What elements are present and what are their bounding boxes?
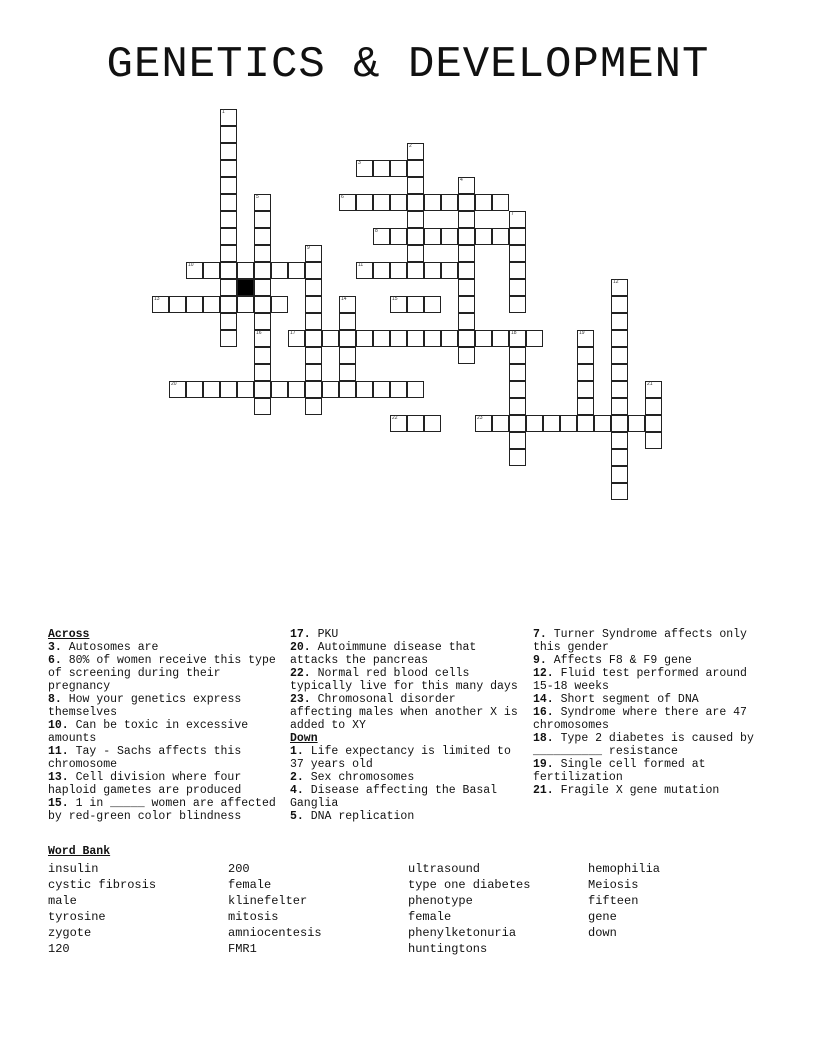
grid-cell[interactable] [611,415,628,432]
grid-cell[interactable] [169,296,186,313]
clue-text: Autoimmune disease that attacks the pancreas [290,641,477,667]
grid-cell[interactable] [526,330,543,347]
clues-column-3 [533,628,763,797]
grid-cell[interactable] [186,262,203,279]
down-clue [290,810,520,823]
word-bank-item: cystic fibrosis [48,878,157,892]
grid-cell[interactable] [577,381,594,398]
clue-text: Fluid test performed around 15-18 weeks [533,667,747,693]
grid-cell[interactable] [492,415,509,432]
grid-cell[interactable] [509,364,526,381]
word-bank-item: hemophilia [588,862,661,876]
across-clue [290,693,520,732]
grid-cell[interactable] [186,381,203,398]
clue-text: Tay - Sachs affects this chromosome [48,745,242,771]
grid-cell[interactable] [220,330,237,347]
grid-cell[interactable] [254,330,271,347]
down-clue [533,654,763,667]
word-bank-item: amniocentesis [228,926,322,940]
grid-cell[interactable] [220,160,237,177]
grid-cell[interactable] [254,279,271,296]
grid-cell[interactable] [356,330,373,347]
grid-cell[interactable] [254,211,271,228]
clue-text: 1 in _____ women are affected by red-green color blindness [48,797,276,823]
clue-number: 22 [392,415,398,421]
clue-number: 17 [290,330,296,336]
grid-cell[interactable] [254,313,271,330]
grid-cell[interactable] [509,398,526,415]
down-clue [533,784,763,797]
down-clue [290,745,520,771]
grid-cell[interactable] [271,262,288,279]
word-bank-item: mitosis [228,910,279,924]
grid-cell[interactable] [220,296,237,313]
word-bank-title: Word Bank [48,845,111,858]
grid-cell[interactable] [152,296,169,313]
grid-cell[interactable] [424,415,441,432]
grid-cell[interactable] [407,228,424,245]
word-bank-item: Meiosis [588,878,639,892]
clue-number: 6 [341,194,344,200]
clue-number: 11 [358,262,364,268]
grid-cell[interactable] [509,415,526,432]
grid-cell[interactable] [390,228,407,245]
clue-text: Life expectancy is limited to 37 years old [290,745,511,771]
grid-cell[interactable] [305,364,322,381]
grid-cell[interactable] [373,194,390,211]
across-clue [48,745,278,771]
grid-cell[interactable] [305,313,322,330]
clue-number: 13 [154,296,160,302]
clue-number-label: 17. [290,628,318,641]
grid-cell[interactable] [407,177,424,194]
word-bank-item: female [408,910,452,924]
grid-cell[interactable] [339,313,356,330]
grid-cell[interactable] [645,398,662,415]
grid-cell[interactable] [458,194,475,211]
grid-cell[interactable] [305,262,322,279]
clue-number: 23 [477,415,483,421]
down-clue-list-continued [533,628,763,797]
clue-number-label: 15. [48,797,76,810]
grid-cell[interactable] [339,364,356,381]
clue-number: 2 [409,143,412,149]
clue-number-label: 6. [48,654,69,667]
grid-cell[interactable] [407,245,424,262]
grid-cell[interactable] [220,381,237,398]
page-title: GENETICS & DEVELOPMENT [106,40,710,90]
grid-cell[interactable] [577,398,594,415]
word-bank-item: huntingtons [408,942,488,956]
clue-number: 4 [460,177,463,183]
grid-cell[interactable] [254,228,271,245]
grid-cell[interactable] [339,296,356,313]
grid-cell[interactable] [288,381,305,398]
grid-cell[interactable] [254,381,271,398]
grid-cell[interactable] [458,245,475,262]
clue-text: Single cell formed at fertilization [533,758,706,784]
grid-cell[interactable] [356,160,373,177]
grid-cell[interactable] [577,364,594,381]
grid-cell[interactable] [390,381,407,398]
word-bank-item: klinefelter [228,894,308,908]
across-clue [48,719,278,745]
grid-cell[interactable] [577,347,594,364]
down-header: Down [290,732,318,745]
grid-cell[interactable] [458,347,475,364]
grid-cell[interactable] [288,330,305,347]
grid-cell[interactable] [509,245,526,262]
grid-cell[interactable] [271,296,288,313]
across-clue [48,693,278,719]
clue-text: Affects F8 & F9 gene [553,654,692,667]
grid-cell[interactable] [458,228,475,245]
clue-number-label: 13. [48,771,76,784]
grid-cell[interactable] [254,262,271,279]
clue-text: Normal red blood cells typically live for this many days [290,667,518,693]
clue-number-label: 20. [290,641,318,654]
grid-cell[interactable] [220,109,237,126]
down-clue [290,784,520,810]
grid-cell[interactable] [407,160,424,177]
clue-number: 12 [613,279,619,285]
grid-cell[interactable] [611,364,628,381]
grid-cell[interactable] [339,330,356,347]
down-clue [533,758,763,784]
grid-cell[interactable] [509,211,526,228]
word-bank-item: down [588,926,617,940]
clue-text: DNA replication [310,810,415,823]
grid-cell[interactable] [254,398,271,415]
grid-cell[interactable] [509,279,526,296]
crossword-grid [0,0,816,520]
clue-number: 21 [647,381,653,387]
grid-cell[interactable] [628,415,645,432]
clue-text: Cell division where four haploid gametes are produced [48,771,242,797]
word-bank-item: female [228,878,272,892]
grid-cell[interactable] [611,347,628,364]
clue-text: Disease affecting the Basal Ganglia [290,784,498,810]
grid-cell[interactable] [509,432,526,449]
clue-text: Fragile X gene mutation [560,784,720,797]
clue-number: 3 [358,160,361,166]
grid-cell[interactable] [220,143,237,160]
grid-cell[interactable] [203,381,220,398]
grid-cell[interactable] [390,330,407,347]
clue-number-label: 7. [533,628,554,641]
grid-cell[interactable] [220,245,237,262]
down-clue [290,771,520,784]
grid-cell[interactable] [305,296,322,313]
clue-number: 10 [188,262,194,268]
clue-number: 9 [307,245,310,251]
clue-text: Turner Syndrome affects only this gender [533,628,747,654]
grid-cell[interactable] [169,381,186,398]
grid-cell[interactable] [441,262,458,279]
down-clue [533,706,763,732]
grid-cell[interactable] [407,262,424,279]
clue-text: Short segment of DNA [560,693,699,706]
down-clue [533,628,763,654]
down-clue-list [290,745,520,823]
grid-cell[interactable] [475,415,492,432]
grid-cell[interactable] [220,211,237,228]
clue-number-label: 2. [290,771,311,784]
clue-number: 16 [256,330,262,336]
word-bank-item: type one diabetes [408,878,531,892]
grid-cell[interactable] [441,330,458,347]
grid-cell[interactable] [611,313,628,330]
grid-cell[interactable] [424,296,441,313]
clue-text: Type 2 diabetes is caused by __________ resistance [533,732,754,758]
clue-text: Chromosonal disorder affecting males when another X is added to XY [290,693,518,732]
word-bank-item: 120 [48,942,70,956]
clue-number: 14 [341,296,347,302]
grid-cell[interactable] [441,194,458,211]
grid-cell[interactable] [339,194,356,211]
grid-cell[interactable] [373,381,390,398]
across-clue [290,628,520,641]
word-bank-item: fifteen [588,894,639,908]
grid-cell[interactable] [492,228,509,245]
grid-cell[interactable] [509,296,526,313]
grid-cell[interactable] [220,262,237,279]
clue-text: PKU [317,628,339,641]
grid-cell[interactable] [611,398,628,415]
grid-cell[interactable] [458,296,475,313]
across-clue [290,667,520,693]
clue-number-label: 12. [533,667,561,680]
grid-cell[interactable] [611,296,628,313]
down-clue [533,667,763,693]
word-bank-item: FMR1 [228,942,257,956]
grid-cell[interactable] [475,194,492,211]
grid-cell[interactable] [390,262,407,279]
black-cell [237,279,254,296]
grid-cell[interactable] [577,415,594,432]
grid-cell[interactable] [254,347,271,364]
grid-cell[interactable] [390,296,407,313]
clue-number: 1 [222,109,225,115]
grid-cell[interactable] [458,313,475,330]
down-clue [533,693,763,706]
grid-cell[interactable] [237,381,254,398]
across-header: Across [48,628,90,641]
clues-column-2 [290,628,520,823]
clue-number-label: 4. [290,784,311,797]
grid-cell[interactable] [424,262,441,279]
grid-cell[interactable] [458,262,475,279]
clue-number: 7 [511,211,514,217]
grid-cell[interactable] [407,381,424,398]
clue-text: How your genetics express themselves [48,693,242,719]
clue-text: Sex chromosomes [310,771,415,784]
grid-cell[interactable] [475,330,492,347]
clue-number-label: 18. [533,732,561,745]
grid-cell[interactable] [254,245,271,262]
grid-cell[interactable] [611,279,628,296]
grid-cell[interactable] [271,381,288,398]
grid-cell[interactable] [424,228,441,245]
grid-cell[interactable] [220,126,237,143]
grid-cell[interactable] [305,330,322,347]
grid-cell[interactable] [645,415,662,432]
clue-number-label: 5. [290,810,311,823]
grid-cell[interactable] [254,194,271,211]
grid-cell[interactable] [305,279,322,296]
grid-cell[interactable] [407,143,424,160]
grid-cell[interactable] [373,228,390,245]
grid-cell[interactable] [509,381,526,398]
grid-cell[interactable] [458,279,475,296]
clue-text: Syndrome where there are 47 chromosomes [533,706,747,732]
clue-number-label: 23. [290,693,318,706]
grid-cell[interactable] [509,262,526,279]
grid-cell[interactable] [339,347,356,364]
grid-cell[interactable] [373,262,390,279]
grid-cell[interactable] [322,330,339,347]
clue-text: 80% of women receive this type of screening during their pregnancy [48,654,276,693]
grid-cell[interactable] [220,194,237,211]
grid-cell[interactable] [407,330,424,347]
grid-cell[interactable] [611,330,628,347]
grid-cell[interactable] [288,262,305,279]
clue-number-label: 21. [533,784,561,797]
clue-number-label: 10. [48,719,76,732]
grid-cell[interactable] [373,160,390,177]
across-clue [48,771,278,797]
grid-cell[interactable] [475,228,492,245]
grid-cell[interactable] [390,160,407,177]
word-bank-item: insulin [48,862,99,876]
grid-cell[interactable] [645,432,662,449]
grid-cell[interactable] [424,330,441,347]
word-bank-item: gene [588,910,617,924]
grid-cell[interactable] [458,330,475,347]
grid-cell[interactable] [611,432,628,449]
clue-number: 19 [579,330,585,336]
grid-cell[interactable] [237,262,254,279]
grid-cell[interactable] [509,228,526,245]
word-bank-item: 200 [228,862,250,876]
down-clue [533,732,763,758]
grid-cell[interactable] [390,415,407,432]
grid-cell[interactable] [645,381,662,398]
clue-number: 20 [171,381,177,387]
grid-cell[interactable] [577,330,594,347]
clue-number-label: 14. [533,693,561,706]
grid-cell[interactable] [407,194,424,211]
grid-cell[interactable] [254,296,271,313]
grid-cell[interactable] [611,381,628,398]
grid-cell[interactable] [373,330,390,347]
grid-cell[interactable] [356,381,373,398]
grid-cell[interactable] [237,296,254,313]
grid-cell[interactable] [305,381,322,398]
grid-cell[interactable] [390,194,407,211]
grid-cell[interactable] [560,415,577,432]
grid-cell[interactable] [220,313,237,330]
clue-number: 15 [392,296,398,302]
grid-cell[interactable] [407,211,424,228]
grid-cell[interactable] [305,347,322,364]
clue-number-label: 3. [48,641,69,654]
grid-cell[interactable] [254,364,271,381]
clue-number: 8 [375,228,378,234]
clue-number-label: 16. [533,706,561,719]
grid-cell[interactable] [492,194,509,211]
clue-number-label: 9. [533,654,554,667]
clues-column-1 [48,628,278,823]
across-clue [290,641,520,667]
grid-cell[interactable] [526,415,543,432]
grid-cell[interactable] [339,381,356,398]
grid-cell[interactable] [509,449,526,466]
word-bank-item: phenotype [408,894,473,908]
word-bank-item: male [48,894,77,908]
grid-cell[interactable] [407,415,424,432]
clue-number-label: 1. [290,745,311,758]
grid-cell[interactable] [424,194,441,211]
grid-cell[interactable] [356,262,373,279]
grid-cell[interactable] [441,228,458,245]
clue-number-label: 8. [48,693,69,706]
across-clue [48,654,278,693]
across-clue-list [48,641,278,823]
grid-cell[interactable] [220,177,237,194]
grid-cell[interactable] [220,279,237,296]
word-bank-item: ultrasound [408,862,481,876]
grid-cell[interactable] [458,177,475,194]
grid-cell[interactable] [611,466,628,483]
grid-cell[interactable] [322,381,339,398]
grid-cell[interactable] [305,245,322,262]
word-bank-item: zygote [48,926,92,940]
grid-cell[interactable] [203,296,220,313]
clue-number: 18 [511,330,517,336]
across-clue-list-continued [290,628,520,732]
grid-cell[interactable] [611,483,628,500]
grid-cell[interactable] [305,398,322,415]
grid-cell[interactable] [458,211,475,228]
grid-cell[interactable] [594,415,611,432]
grid-cell[interactable] [203,262,220,279]
grid-cell[interactable] [186,296,203,313]
grid-cell[interactable] [220,228,237,245]
across-clue [48,641,278,654]
clue-number-label: 22. [290,667,318,680]
clue-number: 5 [256,194,259,200]
clue-text: Can be toxic in excessive amounts [48,719,249,745]
grid-cell[interactable] [509,347,526,364]
clue-number-label: 19. [533,758,561,771]
word-bank-item: tyrosine [48,910,106,924]
word-bank-item: phenylketonuria [408,926,517,940]
clue-text: Autosomes are [68,641,159,654]
grid-cell[interactable] [407,296,424,313]
clue-number-label: 11. [48,745,76,758]
across-clue [48,797,278,823]
grid-cell[interactable] [509,330,526,347]
grid-cell[interactable] [492,330,509,347]
grid-cell[interactable] [356,194,373,211]
grid-cell[interactable] [611,449,628,466]
grid-cell[interactable] [543,415,560,432]
